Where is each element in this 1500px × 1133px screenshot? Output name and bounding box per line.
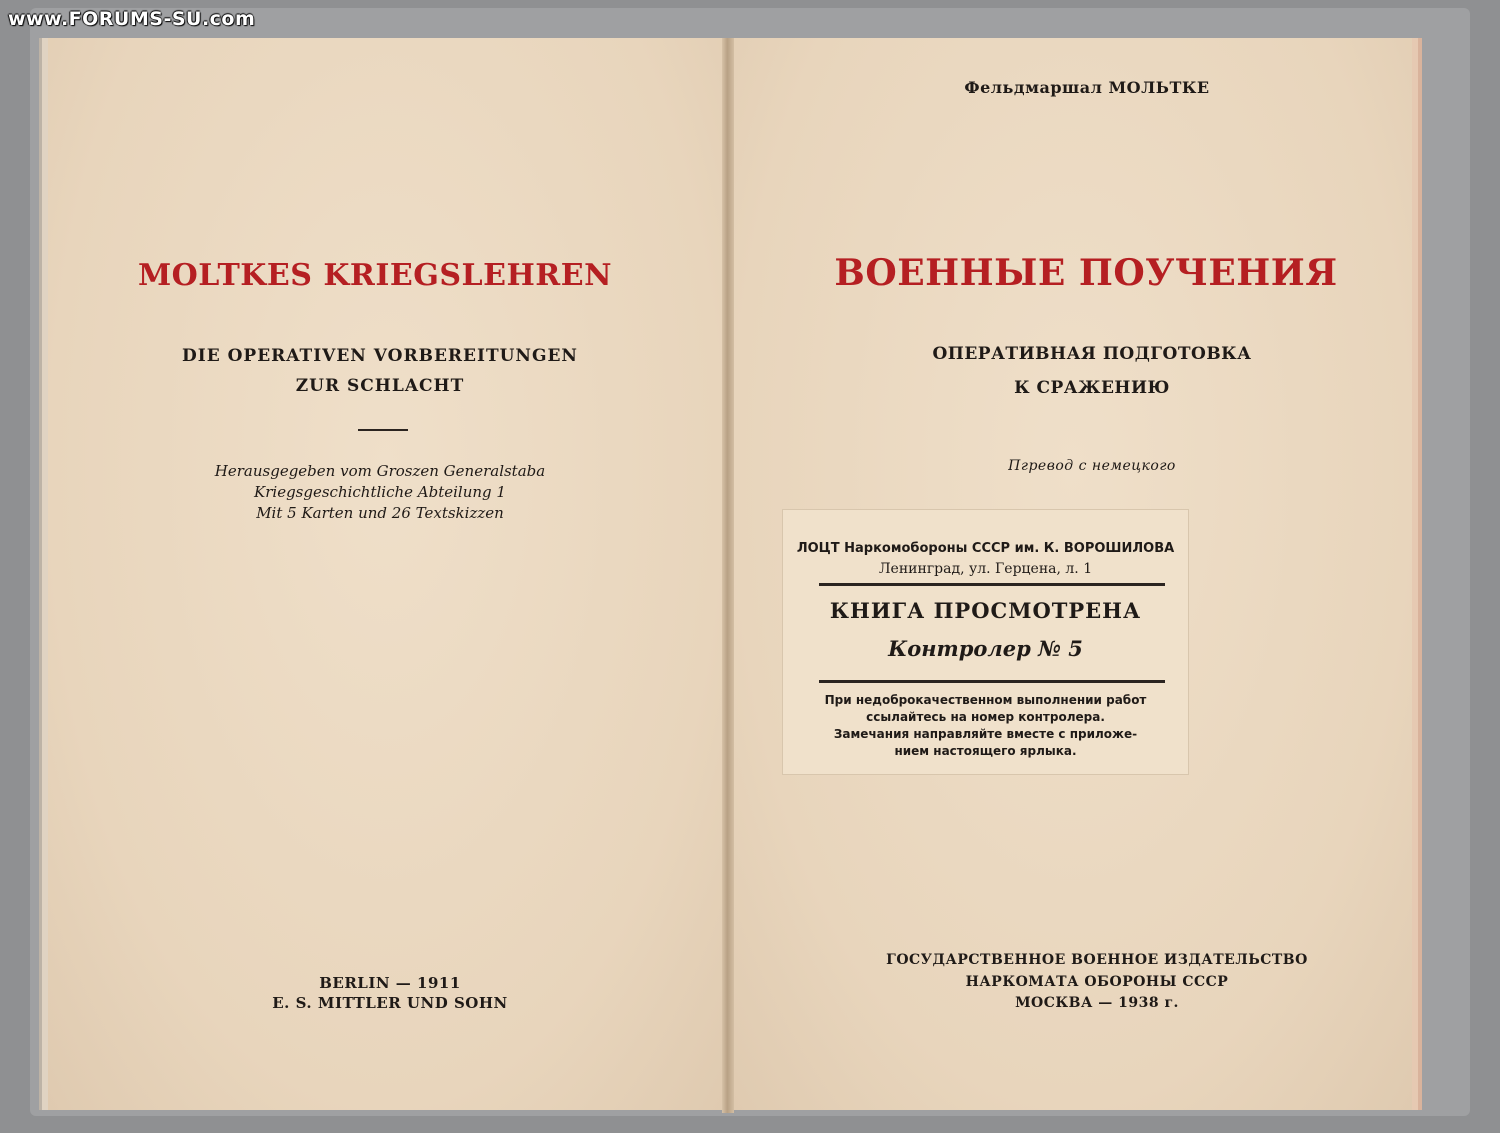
book-spine (722, 38, 734, 1113)
label-org-2: Ленинград, ул. Герцена, л. 1 (878, 561, 1093, 577)
label-rule-1 (819, 583, 1165, 586)
left-page (48, 38, 724, 1110)
right-author: Фельдмаршал МОЛЬТКЕ (964, 78, 1210, 97)
right-imprint-1: ГОСУДАРСТВЕННОЕ ВОЕННОЕ ИЗДАТЕЛЬСТВО (886, 952, 1308, 968)
inspection-label (782, 509, 1189, 775)
right-translation: Пгревод с немецкого (1008, 458, 1176, 474)
label-note-1: При недоброкачественном выполнении работ (824, 693, 1147, 707)
label-rule-2 (819, 680, 1165, 683)
right-page (732, 38, 1412, 1110)
right-subtitle-1: ОПЕРАТИВНАЯ ПОДГОТОВКА (932, 344, 1252, 364)
label-controller: Контролер № 5 (888, 636, 1083, 661)
left-imprint-1: BERLIN — 1911 (319, 974, 461, 992)
label-org-1: ЛОЦТ Наркомобороны СССР им. К. ВОРОШИЛОВА (796, 541, 1175, 556)
left-info-3: Mit 5 Karten und 26 Textskizzen (256, 504, 504, 522)
right-title: ВОЕННЫЕ ПОУЧЕНИЯ (834, 252, 1338, 294)
right-imprint-3: МОСКВА — 1938 г. (1015, 995, 1179, 1011)
label-note-3: Замечания направляйте вместе с приложе- (833, 727, 1138, 741)
left-title: MOLTKES KRIEGSLEHREN (137, 258, 613, 293)
watermark: www.FORUMS-SU.com (8, 8, 256, 30)
left-info-1: Herausgegeben vom Groszen Generalstaba (214, 462, 546, 480)
right-imprint-2: НАРКОМАТА ОБОРОНЫ СССР (965, 974, 1229, 990)
left-subtitle-2: ZUR SCHLACHT (295, 376, 465, 396)
label-note-2: ссылайтесь на номер контролера. (866, 710, 1105, 724)
left-divider (358, 429, 408, 431)
left-info-2: Kriegsgeschichtliche Abteilung 1 (254, 483, 506, 501)
right-subtitle-2: К СРАЖЕНИЮ (1014, 378, 1170, 398)
label-heading: КНИГА ПРОСМОТРЕНА (829, 598, 1142, 623)
left-subtitle-1: DIE OPERATIVEN VORBEREITUNGEN (182, 346, 578, 366)
label-note-4: нием настоящего ярлыка. (894, 744, 1077, 758)
left-imprint-2: E. S. MITTLER UND SOHN (272, 994, 508, 1012)
